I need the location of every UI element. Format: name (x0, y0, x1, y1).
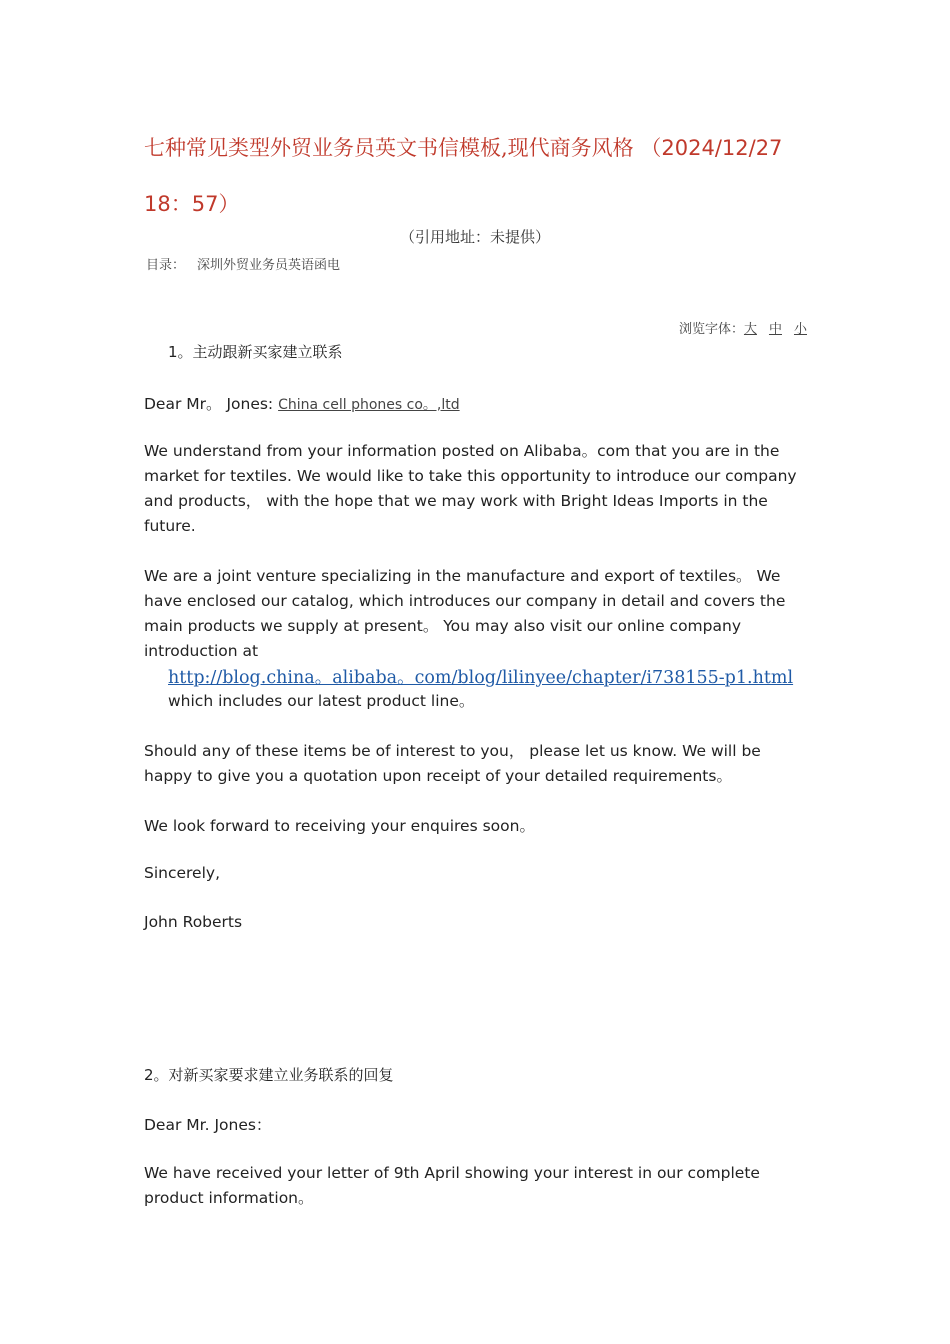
section2-salutation: Dear Mr. Jones： (144, 1116, 272, 1134)
letter-signature: John Roberts (144, 913, 243, 931)
section2-heading-text: 。对新买家要求建立业务联系的回复 (153, 1066, 394, 1084)
catalog-url-line (168, 664, 793, 689)
font-size-label: 浏览字体： (678, 322, 744, 337)
page-title (144, 120, 814, 232)
table-of-contents (146, 254, 340, 273)
section2-heading (144, 1064, 394, 1085)
toc-label: 目录： (146, 258, 186, 273)
section1-heading-text: 。主动跟新买家建立联系 (177, 343, 343, 361)
section1-paragraph-3: Should any of these items be of interest to you， please let us know. We will be happy to give you a quotation upon receipt of your detailed requirements。 (144, 742, 761, 785)
font-size-small-link[interactable]: 小 (793, 322, 807, 337)
citation-address: （引用地址：未提供） (399, 228, 550, 246)
catalog-url-link[interactable]: http://blog.china。alibaba。com/blog/lilinyee/chapter/i738155-p1.html (168, 668, 794, 688)
letter-closing: Sincerely, (144, 864, 221, 882)
font-size-medium-link[interactable]: 中 (768, 322, 782, 337)
font-size-control (679, 318, 807, 337)
section2-paragraph-1: We have received your letter of 9th April showing your interest in our complete product information。 (144, 1164, 760, 1207)
salutation-text: Dear Mr。 Jones: (144, 395, 274, 413)
toc-item: 深圳外贸业务员英语函电 (197, 258, 341, 273)
font-size-large-link[interactable]: 大 (743, 322, 757, 337)
section1-salutation (144, 392, 460, 414)
section2-heading-number: 2 (144, 1066, 154, 1084)
section1-paragraph-2-tail: which includes our latest product line。 (168, 692, 475, 710)
title-text: 七种常见类型外贸业务员英文书信模板,现代商务风格 (144, 136, 634, 160)
title-datetime-time: 18：57） (144, 192, 240, 216)
section1-heading (168, 341, 343, 362)
company-link[interactable]: China cell phones co。,ltd (278, 397, 460, 413)
section1-paragraph-1: We understand from your information posted on Alibaba。com that you are in the market for textiles. We would like to take this opportunity to introduce our company and products， with the hope that we may work with Bright Ideas Imports in the future. (144, 442, 797, 535)
title-datetime: （2024/12/27 (640, 136, 783, 160)
section1-paragraph-2: We are a joint venture specializing in the manufacture and export of textiles。 We have enclosed our catalog, which introduces our company in detail and covers the main products we supply at present。 You may also visit our online company introduction at (144, 567, 786, 660)
section1-heading-number: 1 (168, 343, 178, 361)
section1-paragraph-4: We look forward to receiving your enquires soon。 (144, 817, 535, 835)
